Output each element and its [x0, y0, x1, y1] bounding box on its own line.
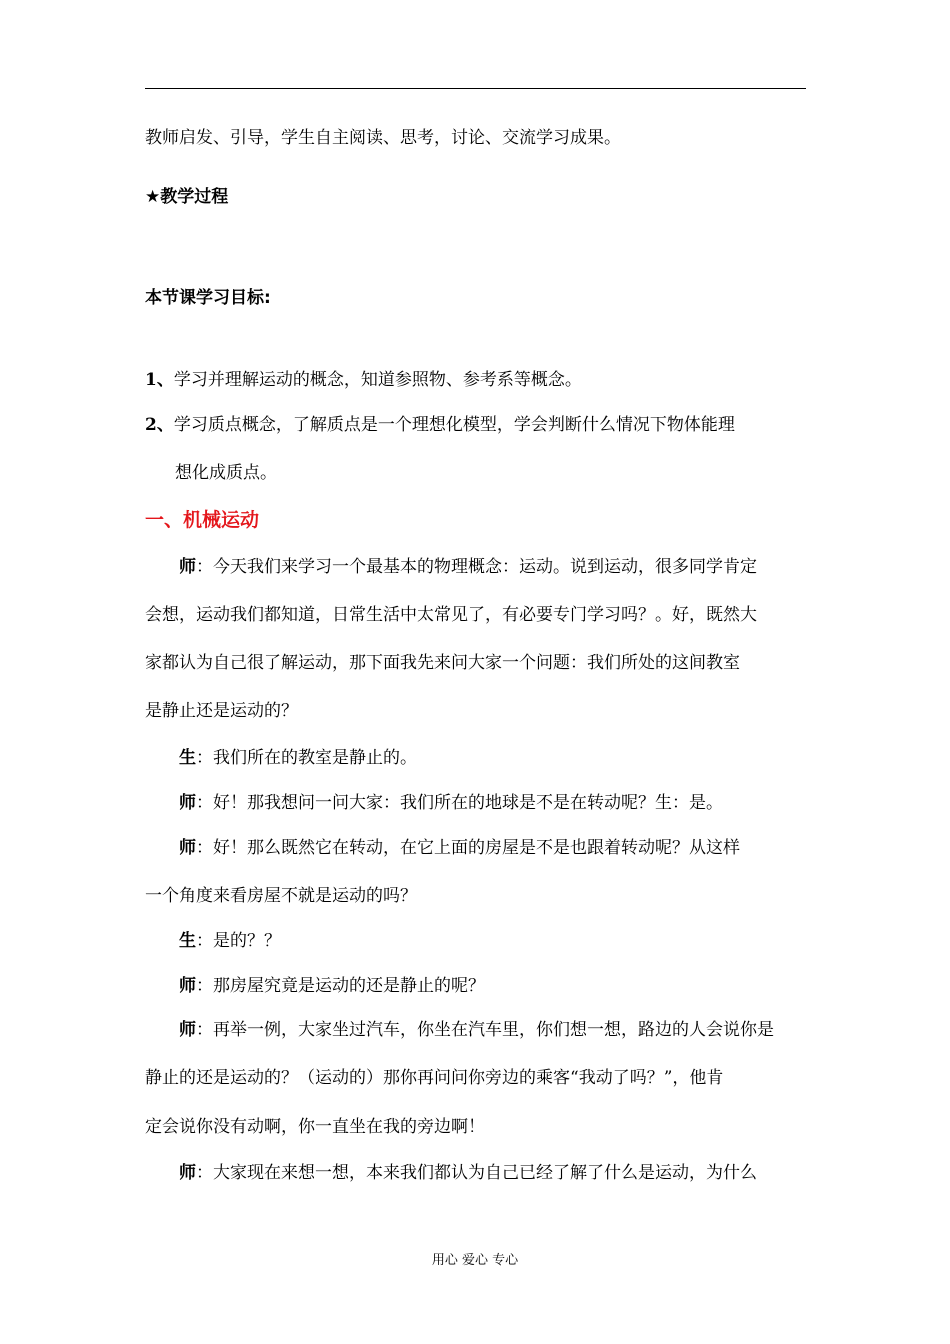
speaker-label: 生 — [179, 748, 196, 768]
dialogue-text: ：再举一例，大家坐过汽车，你坐在汽车里，你们想一想，路边的人会说你是 — [196, 1020, 774, 1040]
dialogue-line: 会想，运动我们都知道，日常生活中太常见了，有必要专门学习吗？。好，既然大 — [145, 605, 757, 625]
page-footer: 用心 爱心 专心 — [431, 1253, 519, 1268]
objectives-heading: 本节课学习目标: — [145, 288, 271, 308]
dialogue-text: ：是的？？ — [196, 931, 281, 951]
dialogue-line — [145, 747, 806, 769]
speaker-label: 师 — [179, 793, 196, 813]
objective-2 — [145, 414, 806, 436]
objective-text: 学习并理解运动的概念，知道参照物、参考系等概念。 — [173, 370, 582, 390]
dialogue-line — [145, 1162, 806, 1184]
objective-number: 1、 — [145, 370, 174, 390]
process-heading: ★教学过程 — [145, 187, 229, 207]
dialogue-line: 家都认为自己很了解运动，那下面我先来问大家一个问题：我们所处的这间教室 — [145, 653, 740, 673]
speaker-label: 师 — [179, 1020, 196, 1040]
speaker-label: 师 — [179, 976, 196, 996]
dialogue-line — [145, 975, 806, 997]
dialogue-line — [145, 837, 806, 859]
objective-1 — [145, 369, 806, 391]
dialogue-line: 一个角度来看房屋不就是运动的吗？ — [145, 886, 417, 906]
dialogue-text: ：好！那我想问一问大家：我们所在的地球是不是在转动呢？生：是。 — [196, 793, 723, 813]
teaching-method: 教师启发、引导，学生自主阅读、思考，讨论、交流学习成果。 — [145, 128, 621, 148]
speaker-label: 师 — [179, 838, 196, 858]
dialogue-text: ：我们所在的教室是静止的。 — [196, 748, 417, 768]
dialogue-text: ：那房屋究竟是运动的还是静止的呢？ — [196, 976, 485, 996]
dialogue-line — [145, 556, 806, 578]
header-rule — [145, 88, 806, 89]
dialogue-text: ：好！那么既然它在转动，在它上面的房屋是不是也跟着转动呢？从这样 — [196, 838, 740, 858]
dialogue-line: 是静止还是运动的？ — [145, 701, 298, 721]
dialogue-line: 定会说你没有动啊，你一直坐在我的旁边啊！ — [145, 1117, 485, 1137]
dialogue-line: 静止的还是运动的？（运动的）那你再问问你旁边的乘客“我动了吗？”，他肯 — [145, 1068, 724, 1088]
objective-text: 学习质点概念，了解质点是一个理想化模型，学会判断什么情况下物体能理 — [173, 415, 735, 435]
speaker-label: 生 — [179, 931, 196, 951]
dialogue-text: ：大家现在来想一想，本来我们都认为自己已经了解了什么是运动，为什么 — [196, 1163, 757, 1183]
speaker-label: 师 — [179, 557, 196, 577]
objective-2-continued: 想化成质点。 — [175, 463, 277, 483]
speaker-label: 师 — [179, 1163, 196, 1183]
dialogue-line — [145, 792, 806, 814]
dialogue-line — [145, 930, 806, 952]
section-title: 一、机械运动 — [145, 509, 260, 531]
dialogue-line — [145, 1019, 806, 1041]
objective-number: 2、 — [145, 415, 174, 435]
dialogue-text: ：今天我们来学习一个最基本的物理概念：运动。说到运动，很多同学肯定 — [196, 557, 757, 577]
